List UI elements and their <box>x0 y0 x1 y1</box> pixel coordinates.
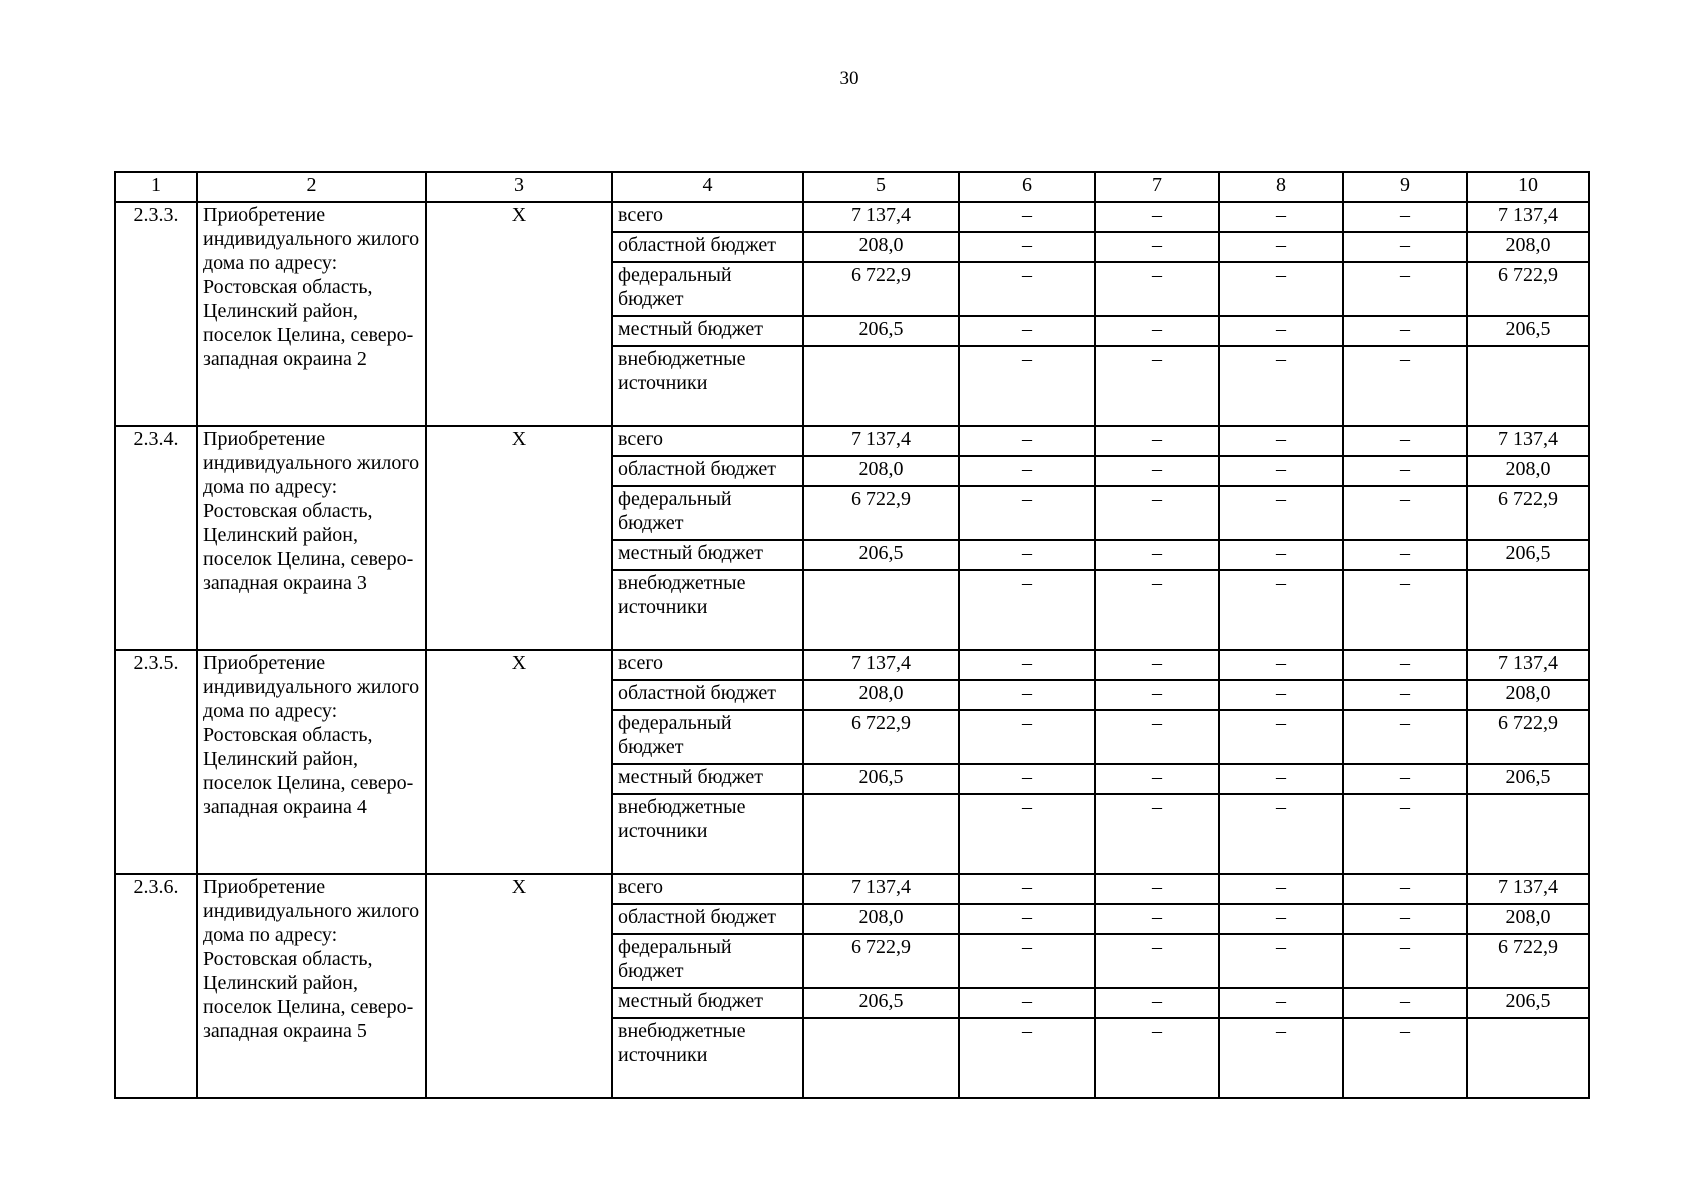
column-8-value: – <box>1219 904 1343 934</box>
column-6-value: – <box>959 262 1095 316</box>
column-10-value: 206,5 <box>1467 540 1589 570</box>
column-9-value: – <box>1343 540 1467 570</box>
header-cell: 8 <box>1219 172 1343 202</box>
column-9-value: – <box>1343 794 1467 874</box>
header-cell: 6 <box>959 172 1095 202</box>
column-5-value: 208,0 <box>803 904 959 934</box>
column-7-value: – <box>1095 650 1219 680</box>
column-10-value: 6 722,9 <box>1467 710 1589 764</box>
column-5-value: 208,0 <box>803 456 959 486</box>
column-5-value: 6 722,9 <box>803 486 959 540</box>
column-5-value <box>803 346 959 426</box>
column-5-value <box>803 1018 959 1098</box>
item-title: Приобретение индивидуального жилого дома по адресу: Ростовская область, Целинский район, поселок Целина, северо-западная окраина 4 <box>197 650 426 874</box>
funding-source: федеральный бюджет <box>612 486 803 540</box>
column-6-value: – <box>959 316 1095 346</box>
column-6-value: – <box>959 486 1095 540</box>
column-10-value <box>1467 346 1589 426</box>
column-7-value: – <box>1095 680 1219 710</box>
funding-source: областной бюджет <box>612 232 803 262</box>
column-6-value: – <box>959 710 1095 764</box>
column-3-mark: X <box>426 426 612 650</box>
column-8-value: – <box>1219 316 1343 346</box>
header-cell: 2 <box>197 172 426 202</box>
column-7-value: – <box>1095 456 1219 486</box>
column-8-value: – <box>1219 988 1343 1018</box>
funding-source: федеральный бюджет <box>612 934 803 988</box>
table-row <box>115 202 1589 232</box>
column-6-value: – <box>959 934 1095 988</box>
column-7-value: – <box>1095 316 1219 346</box>
column-9-value: – <box>1343 650 1467 680</box>
column-8-value: – <box>1219 456 1343 486</box>
column-10-value <box>1467 570 1589 650</box>
header-cell: 10 <box>1467 172 1589 202</box>
funding-source: областной бюджет <box>612 456 803 486</box>
column-9-value: – <box>1343 570 1467 650</box>
column-5-value: 206,5 <box>803 764 959 794</box>
column-7-value: – <box>1095 710 1219 764</box>
column-6-value: – <box>959 570 1095 650</box>
funding-source: местный бюджет <box>612 764 803 794</box>
column-5-value: 7 137,4 <box>803 650 959 680</box>
column-8-value: – <box>1219 650 1343 680</box>
column-6-value: – <box>959 874 1095 904</box>
funding-source: всего <box>612 650 803 680</box>
table-row <box>115 874 1589 904</box>
column-9-value: – <box>1343 680 1467 710</box>
column-10-value: 7 137,4 <box>1467 874 1589 904</box>
column-6-value: – <box>959 1018 1095 1098</box>
column-5-value: 206,5 <box>803 988 959 1018</box>
column-3-mark: X <box>426 202 612 426</box>
funding-table <box>114 171 1590 1099</box>
item-title: Приобретение индивидуального жилого дома по адресу: Ростовская область, Целинский район, поселок Целина, северо-западная окраина 3 <box>197 426 426 650</box>
funding-source: всего <box>612 874 803 904</box>
column-9-value: – <box>1343 764 1467 794</box>
column-7-value: – <box>1095 570 1219 650</box>
item-title: Приобретение индивидуального жилого дома по адресу: Ростовская область, Целинский район, поселок Целина, северо-западная окраина 5 <box>197 874 426 1098</box>
column-10-value: 206,5 <box>1467 316 1589 346</box>
column-8-value: – <box>1219 202 1343 232</box>
column-8-value: – <box>1219 710 1343 764</box>
funding-source: областной бюджет <box>612 904 803 934</box>
item-number: 2.3.4. <box>115 426 197 650</box>
funding-source: всего <box>612 426 803 456</box>
column-10-value: 6 722,9 <box>1467 262 1589 316</box>
column-9-value: – <box>1343 988 1467 1018</box>
column-7-value: – <box>1095 202 1219 232</box>
column-6-value: – <box>959 650 1095 680</box>
column-7-value: – <box>1095 232 1219 262</box>
header-row <box>115 172 1589 202</box>
column-5-value <box>803 570 959 650</box>
column-6-value: – <box>959 426 1095 456</box>
column-5-value: 206,5 <box>803 540 959 570</box>
column-10-value: 7 137,4 <box>1467 202 1589 232</box>
column-5-value: 6 722,9 <box>803 934 959 988</box>
column-8-value: – <box>1219 262 1343 316</box>
column-9-value: – <box>1343 346 1467 426</box>
column-10-value: 208,0 <box>1467 904 1589 934</box>
item-number: 2.3.5. <box>115 650 197 874</box>
column-8-value: – <box>1219 486 1343 540</box>
column-10-value: 206,5 <box>1467 988 1589 1018</box>
column-9-value: – <box>1343 426 1467 456</box>
funding-source: местный бюджет <box>612 988 803 1018</box>
column-10-value: 7 137,4 <box>1467 650 1589 680</box>
column-7-value: – <box>1095 794 1219 874</box>
column-6-value: – <box>959 456 1095 486</box>
column-8-value: – <box>1219 232 1343 262</box>
column-8-value: – <box>1219 540 1343 570</box>
header-cell: 5 <box>803 172 959 202</box>
column-9-value: – <box>1343 232 1467 262</box>
column-9-value: – <box>1343 874 1467 904</box>
column-7-value: – <box>1095 874 1219 904</box>
column-9-value: – <box>1343 262 1467 316</box>
column-6-value: – <box>959 202 1095 232</box>
header-cell: 9 <box>1343 172 1467 202</box>
column-5-value: 7 137,4 <box>803 426 959 456</box>
column-7-value: – <box>1095 486 1219 540</box>
column-5-value: 7 137,4 <box>803 202 959 232</box>
funding-source: внебюджетные источники <box>612 570 803 650</box>
column-6-value: – <box>959 540 1095 570</box>
header-cell: 1 <box>115 172 197 202</box>
column-8-value: – <box>1219 680 1343 710</box>
header-cell: 4 <box>612 172 803 202</box>
column-8-value: – <box>1219 346 1343 426</box>
column-10-value: 208,0 <box>1467 456 1589 486</box>
column-7-value: – <box>1095 1018 1219 1098</box>
column-5-value <box>803 794 959 874</box>
column-10-value: 6 722,9 <box>1467 486 1589 540</box>
column-6-value: – <box>959 346 1095 426</box>
header-cell: 7 <box>1095 172 1219 202</box>
column-9-value: – <box>1343 316 1467 346</box>
column-9-value: – <box>1343 202 1467 232</box>
column-5-value: 208,0 <box>803 232 959 262</box>
column-6-value: – <box>959 904 1095 934</box>
column-10-value: 7 137,4 <box>1467 426 1589 456</box>
column-6-value: – <box>959 764 1095 794</box>
column-7-value: – <box>1095 904 1219 934</box>
column-5-value: 208,0 <box>803 680 959 710</box>
column-9-value: – <box>1343 934 1467 988</box>
column-9-value: – <box>1343 1018 1467 1098</box>
column-5-value: 206,5 <box>803 316 959 346</box>
column-7-value: – <box>1095 346 1219 426</box>
column-5-value: 6 722,9 <box>803 710 959 764</box>
column-6-value: – <box>959 680 1095 710</box>
column-8-value: – <box>1219 1018 1343 1098</box>
funding-source: всего <box>612 202 803 232</box>
column-6-value: – <box>959 988 1095 1018</box>
column-10-value <box>1467 794 1589 874</box>
column-10-value: 208,0 <box>1467 232 1589 262</box>
column-10-value <box>1467 1018 1589 1098</box>
column-8-value: – <box>1219 794 1343 874</box>
column-8-value: – <box>1219 874 1343 904</box>
table-row <box>115 650 1589 680</box>
page-number: 30 <box>839 68 859 89</box>
column-9-value: – <box>1343 710 1467 764</box>
funding-source: местный бюджет <box>612 540 803 570</box>
item-number: 2.3.6. <box>115 874 197 1098</box>
column-6-value: – <box>959 232 1095 262</box>
funding-source: местный бюджет <box>612 316 803 346</box>
column-8-value: – <box>1219 570 1343 650</box>
item-number: 2.3.3. <box>115 202 197 426</box>
column-3-mark: X <box>426 650 612 874</box>
column-8-value: – <box>1219 934 1343 988</box>
column-9-value: – <box>1343 904 1467 934</box>
funding-source: федеральный бюджет <box>612 262 803 316</box>
item-title: Приобретение индивидуального жилого дома по адресу: Ростовская область, Целинский район, поселок Целина, северо-западная окраина 2 <box>197 202 426 426</box>
funding-source: областной бюджет <box>612 680 803 710</box>
column-7-value: – <box>1095 540 1219 570</box>
column-5-value: 6 722,9 <box>803 262 959 316</box>
table-row <box>115 426 1589 456</box>
column-8-value: – <box>1219 426 1343 456</box>
column-9-value: – <box>1343 456 1467 486</box>
column-9-value: – <box>1343 486 1467 540</box>
column-6-value: – <box>959 794 1095 874</box>
column-10-value: 208,0 <box>1467 680 1589 710</box>
column-10-value: 206,5 <box>1467 764 1589 794</box>
funding-source: внебюджетные источники <box>612 794 803 874</box>
column-7-value: – <box>1095 934 1219 988</box>
column-8-value: – <box>1219 764 1343 794</box>
column-10-value: 6 722,9 <box>1467 934 1589 988</box>
funding-source: внебюджетные источники <box>612 1018 803 1098</box>
column-7-value: – <box>1095 764 1219 794</box>
column-7-value: – <box>1095 988 1219 1018</box>
column-3-mark: X <box>426 874 612 1098</box>
column-7-value: – <box>1095 426 1219 456</box>
funding-source: внебюджетные источники <box>612 346 803 426</box>
funding-source: федеральный бюджет <box>612 710 803 764</box>
header-cell: 3 <box>426 172 612 202</box>
column-7-value: – <box>1095 262 1219 316</box>
column-5-value: 7 137,4 <box>803 874 959 904</box>
